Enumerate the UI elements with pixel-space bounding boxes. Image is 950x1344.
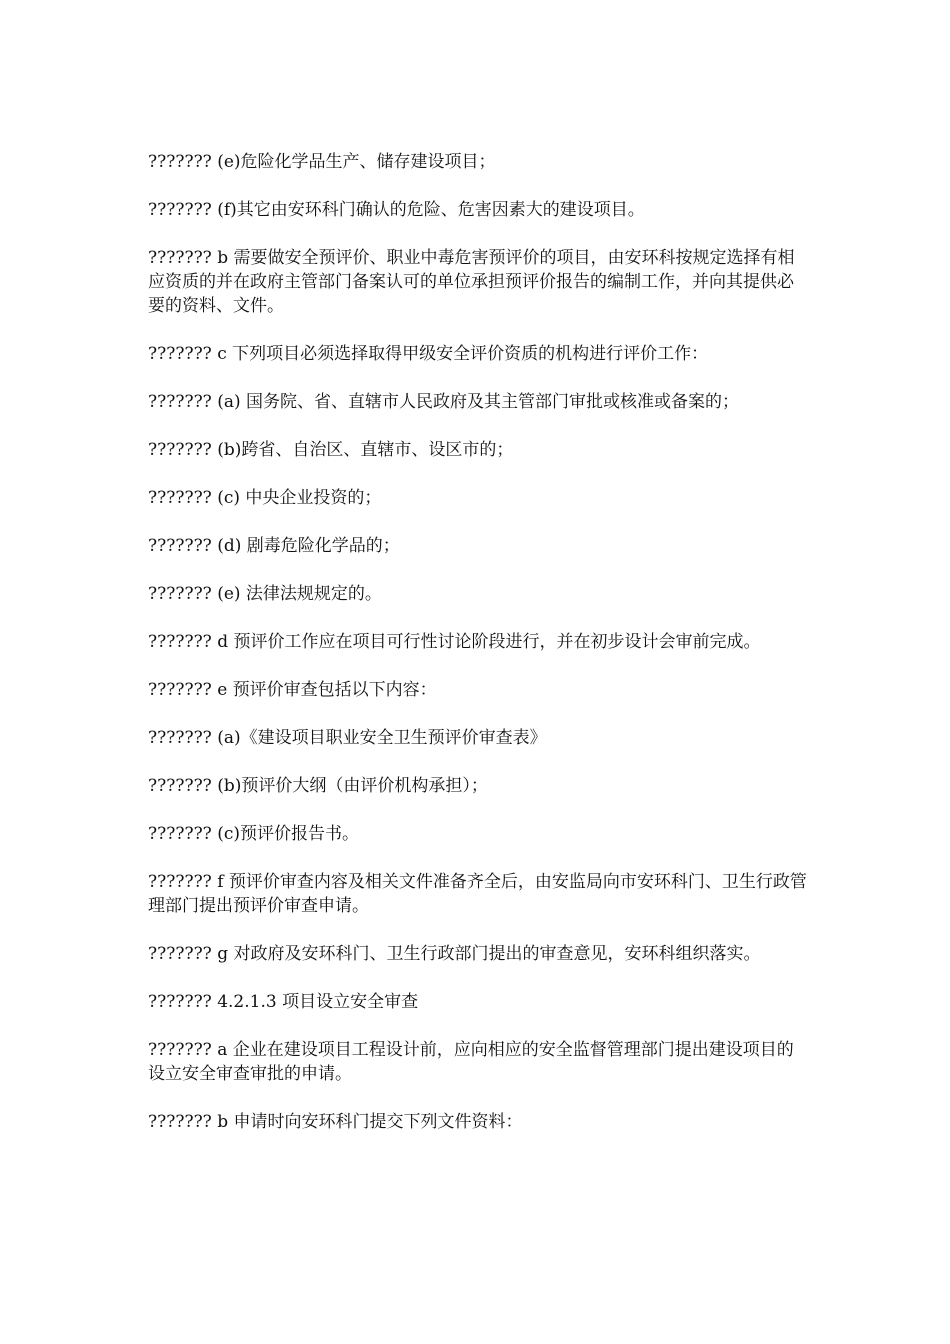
paragraph: ??????? b 申请时向安环科门提交下列文件资料： <box>148 1112 523 1132</box>
paragraph: ??????? (c)预评价报告书。 <box>148 824 359 844</box>
paragraph: ??????? b 需要做安全预评价、职业中毒危害预评价的项目，由安环科按规定选择有相应资质的并在政府主管部门备案认可的单位承担预评价报告的编制工作，并向其提供必要的资料、文件。 <box>148 248 795 316</box>
paragraph: ??????? (c) 中央企业投资的； <box>148 488 382 508</box>
paragraph: ??????? (e) 法律法规规定的。 <box>148 584 382 604</box>
document-body <box>148 150 808 1158</box>
paragraph: ??????? c 下列项目必须选择取得甲级安全评价资质的机构进行评价工作： <box>148 344 709 364</box>
paragraph: ??????? g 对政府及安环科门、卫生行政部门提出的审查意见，安环科组织落实。 <box>148 944 761 964</box>
section-heading: ??????? 4.2.1.3 项目设立安全审查 <box>148 992 419 1012</box>
paragraph: ??????? d 预评价工作应在项目可行性讨论阶段进行，并在初步设计会审前完成。 <box>148 632 761 652</box>
paragraph: ??????? e 预评价审查包括以下内容： <box>148 680 437 700</box>
paragraph: ??????? (e)危险化学品生产、储存建设项目； <box>148 152 496 172</box>
paragraph: ??????? f 预评价审查内容及相关文件准备齐全后，由安监局向市安环科门、卫生行政管理部门提出预评价审查申请。 <box>148 872 807 916</box>
paragraph: ??????? (b)预评价大纲（由评价机构承担）； <box>148 776 488 796</box>
paragraph: ??????? (b)跨省、自治区、直辖市、设区市的； <box>148 440 514 460</box>
paragraph: ??????? (d) 剧毒危险化学品的； <box>148 536 400 556</box>
paragraph: ??????? (a)《建设项目职业安全卫生预评价审查表》 <box>148 728 547 748</box>
paragraph: ??????? (a) 国务院、省、直辖市人民政府及其主管部门审批或核准或备案的； <box>148 392 740 412</box>
paragraph: ??????? (f)其它由安环科门确认的危险、危害因素大的建设项目。 <box>148 200 645 220</box>
paragraph: ??????? a 企业在建设项目工程设计前，应向相应的安全监督管理部门提出建设项目的设立安全审查审批的申请。 <box>148 1040 794 1084</box>
